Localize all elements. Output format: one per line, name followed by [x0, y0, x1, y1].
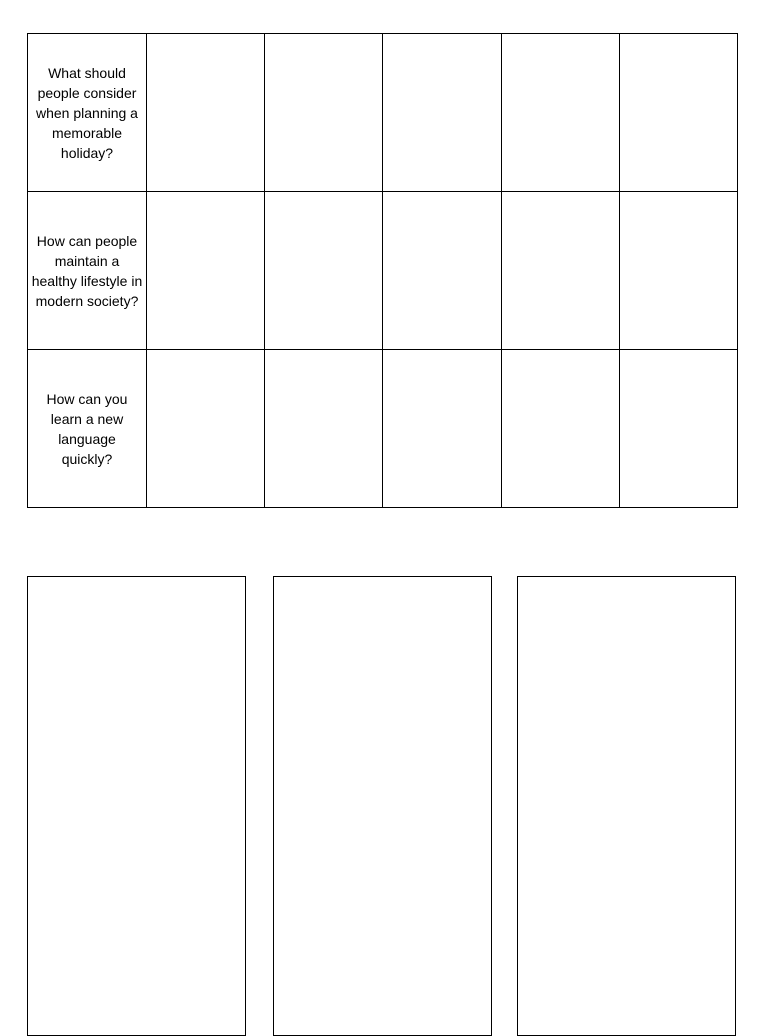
answer-cell[interactable]	[147, 350, 265, 508]
answer-cell[interactable]	[147, 192, 265, 350]
answer-cell[interactable]	[147, 34, 265, 192]
answer-cell[interactable]	[619, 192, 737, 350]
writing-box-left[interactable]	[27, 576, 246, 1036]
answer-cell[interactable]	[383, 192, 501, 350]
question-grid-table	[27, 33, 738, 508]
answer-cell[interactable]	[265, 34, 383, 192]
table-row	[28, 350, 738, 508]
writing-box-middle[interactable]	[273, 576, 492, 1036]
writing-box-right[interactable]	[517, 576, 736, 1036]
question-cell	[28, 34, 147, 192]
answer-cell[interactable]	[501, 350, 619, 508]
answer-cell[interactable]	[501, 192, 619, 350]
answer-cell[interactable]	[383, 34, 501, 192]
answer-cell[interactable]	[383, 350, 501, 508]
question-text: What should people consider when planning a memorable holiday?	[36, 64, 138, 161]
table-row	[28, 34, 738, 192]
answer-cell[interactable]	[265, 192, 383, 350]
question-text: How can people maintain a healthy lifestyle in modern society?	[31, 232, 143, 309]
answer-cell[interactable]	[265, 350, 383, 508]
answer-cell[interactable]	[501, 34, 619, 192]
question-cell	[28, 350, 147, 508]
table-row	[28, 192, 738, 350]
question-cell	[28, 192, 147, 350]
answer-cell[interactable]	[619, 350, 737, 508]
question-text: How can you learn a new language quickly?	[46, 390, 128, 467]
answer-cell[interactable]	[619, 34, 737, 192]
